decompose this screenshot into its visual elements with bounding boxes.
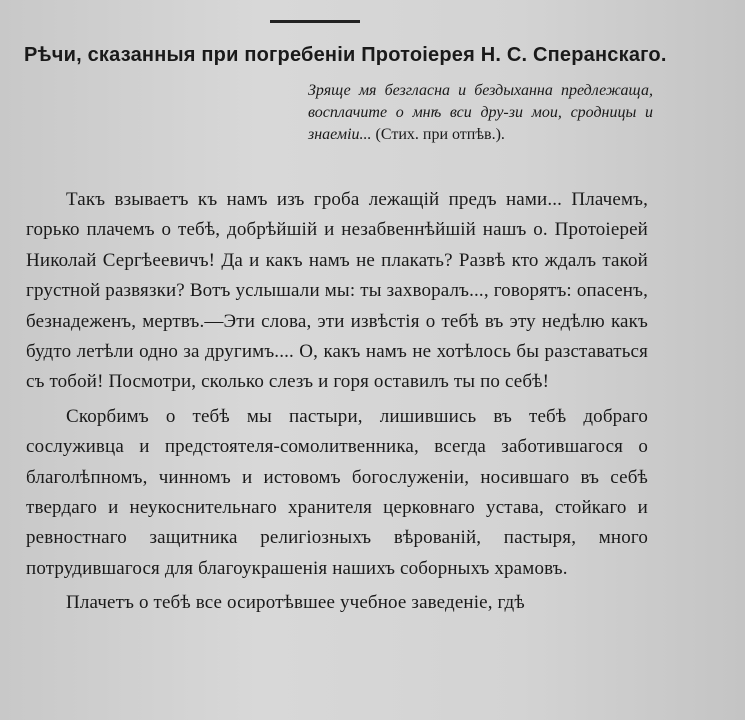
page-title: Рѣчи, сказанныя при погребеніи Протоіерея Н. С. Сперанскаго. (24, 44, 667, 66)
body-text (26, 185, 648, 619)
paragraph: Такъ взываетъ къ намъ изъ гроба лежащій предъ нами... Плачемъ, горько плачемъ о тебѣ, добрѣйшій и незабвеннѣйшій нашъ о. Протоіерей Николай Сергѣеевичъ! Да и какъ намъ не плакать? Развѣ кто ждалъ такой грустной развязки? Вотъ услышали мы: ты захворалъ..., говорятъ: опасенъ, безнадеженъ, мертвъ.—Эти слова, эти извѣстія о тебѣ въ эту недѣлю какъ будто летѣли одно за другимъ.... О, какъ намъ не хотѣлось бы разставаться съ тобой! Посмотри, сколько слезъ и горя оставилъ ты по себѣ! (26, 189, 648, 393)
paragraph: Плачетъ о тебѣ все осиротѣвшее учебное заведеніе, гдѣ (66, 592, 525, 614)
epigraph-source: (Стих. при отпѣв.). (375, 126, 505, 143)
epigraph (308, 80, 653, 146)
paragraph: Скорбимъ о тебѣ мы пастыри, лишившись въ тебѣ добраго сослуживца и предстоятеля-сомолитвенника, всегда заботившагося о благолѣпномъ, чинномъ и истовомъ богослуженіи, носившаго въ себѣ твердаго и неукоснительнаго хранителя церковнаго устава, стойкаго и ревностнаго защитника религіозныхъ вѣрованій, пастыря, много потрудившагося для благоукрашенія нашихъ соборныхъ храмовъ. (26, 405, 648, 579)
epigraph-quote: Зряще мя безгласна и бездыханна предлежаща, восплачите о мнѣ вси дру-зи мои, сродницы и знаеміи... (308, 82, 653, 143)
section-divider (270, 20, 360, 23)
